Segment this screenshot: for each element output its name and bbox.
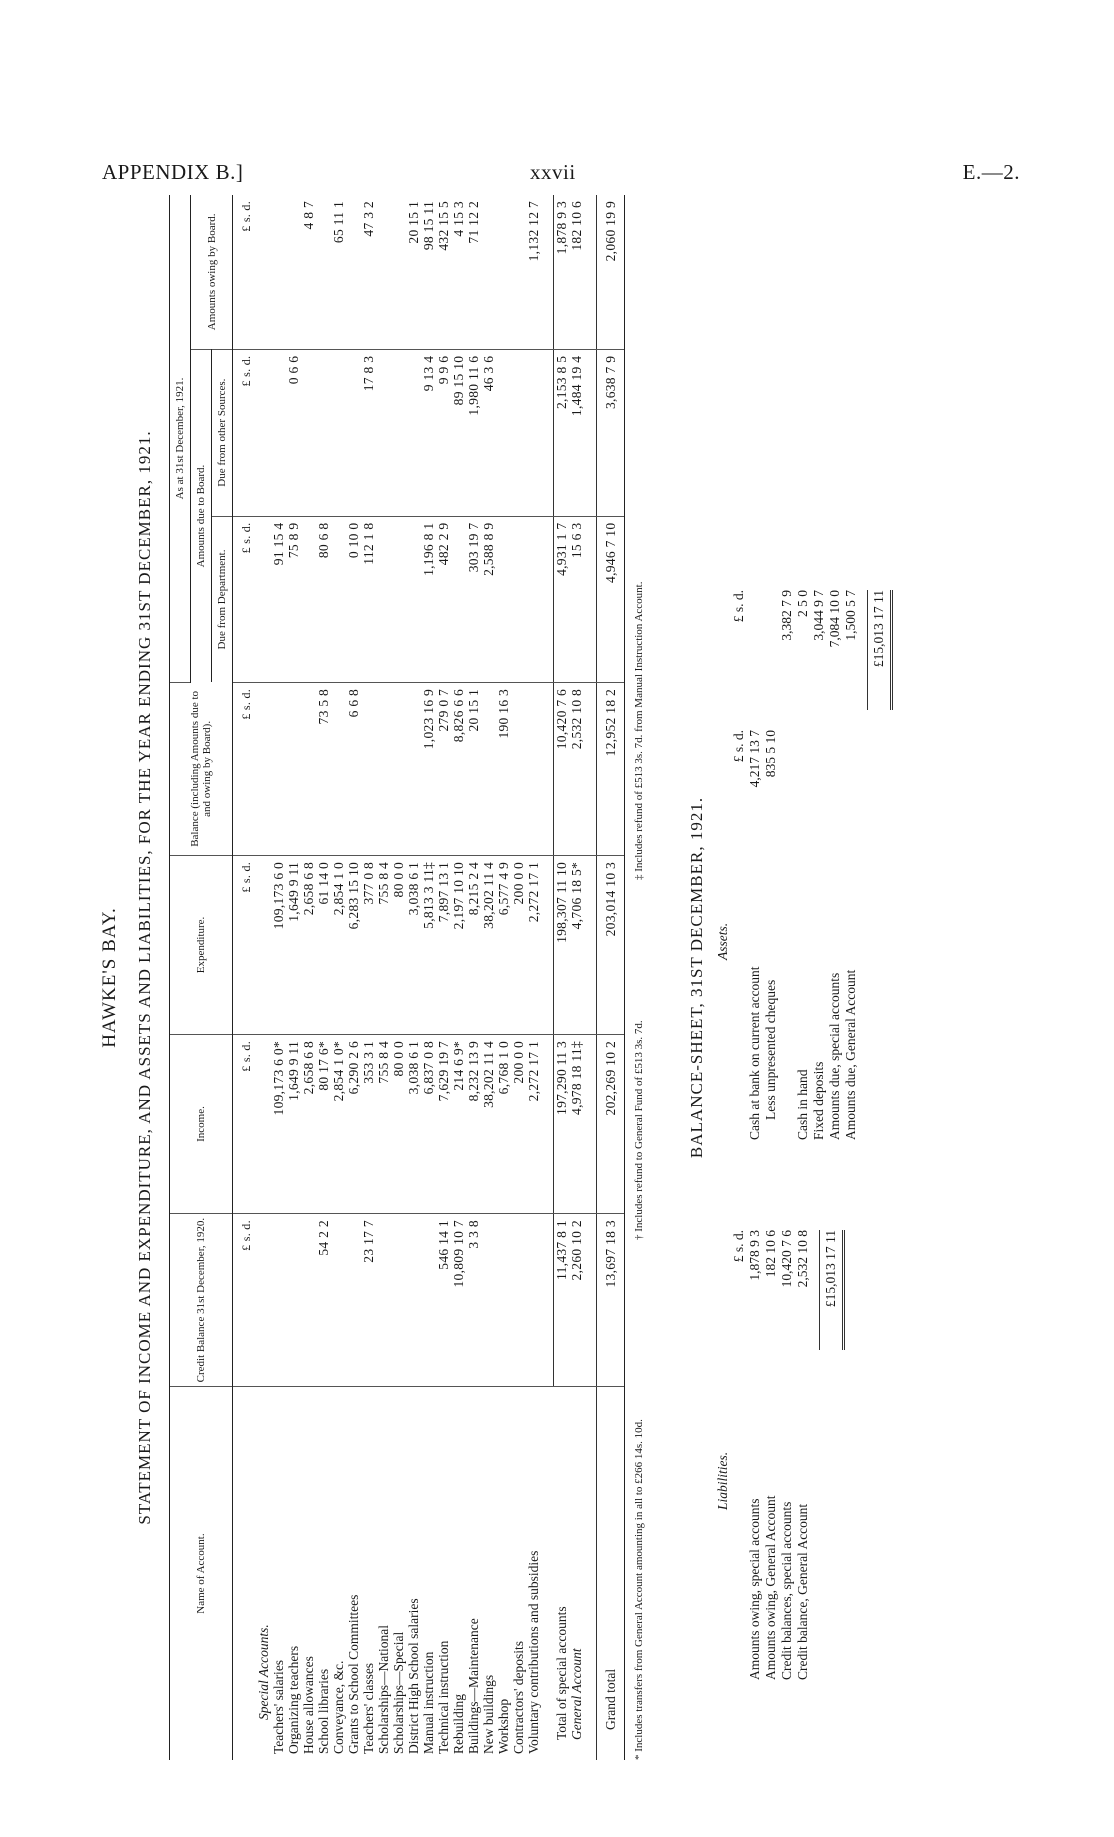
owing-cell: 1,132 12 7 bbox=[526, 195, 541, 349]
credit-cell bbox=[346, 1214, 361, 1387]
owing-cell bbox=[376, 195, 391, 349]
due-dept-cell bbox=[301, 516, 316, 682]
balance-cell: 279 0 7 bbox=[436, 682, 451, 855]
credit-cell: 54 2 2 bbox=[316, 1214, 331, 1387]
expenditure-cell: 198,307 11 10 bbox=[554, 855, 570, 1034]
total-row bbox=[554, 195, 570, 1760]
liability-label: Credit balances, special accounts bbox=[779, 1501, 794, 1680]
balance-cell bbox=[481, 682, 496, 855]
asset-label: Less unpresented cheques bbox=[763, 979, 778, 1120]
table-row bbox=[406, 195, 421, 1760]
balance-cell: 1,023 16 9 bbox=[421, 682, 436, 855]
due-other-cell: 89 15 10 bbox=[451, 349, 466, 516]
asset-label: Cash at bank on current account bbox=[747, 966, 762, 1140]
table-row bbox=[316, 195, 331, 1760]
expenditure-cell: 755 8 4 bbox=[376, 855, 391, 1034]
income-cell: 2,658 6 8 bbox=[301, 1034, 316, 1213]
table-row bbox=[301, 195, 316, 1760]
liabilities-heading: Liabilities. bbox=[715, 1451, 730, 1510]
due-other-cell bbox=[391, 349, 406, 516]
owing-cell bbox=[496, 195, 511, 349]
income-cell: 202,269 10 2 bbox=[597, 1034, 625, 1213]
credit-cell bbox=[286, 1214, 301, 1387]
account-name: Workshop bbox=[496, 1698, 511, 1754]
due-dept-cell: 0 10 0 bbox=[346, 516, 361, 682]
due-dept-cell: 4,931 1 7 bbox=[554, 516, 570, 682]
balance-cell bbox=[511, 682, 526, 855]
units-label: £ s. d. bbox=[233, 516, 255, 682]
income-cell: 197,290 11 3 bbox=[554, 1034, 570, 1213]
asset-value: 2 5 0 bbox=[795, 590, 810, 617]
owing-cell: 47 3 2 bbox=[361, 195, 376, 349]
account-name: Organizing teachers bbox=[286, 1645, 301, 1754]
owing-cell: 71 12 2 bbox=[466, 195, 481, 349]
expenditure-cell: 8,215 2 4 bbox=[466, 855, 481, 1034]
table-row bbox=[526, 195, 541, 1760]
due-other-cell bbox=[271, 349, 286, 516]
assets-column bbox=[715, 580, 893, 1140]
due-dept-cell bbox=[406, 516, 421, 682]
balance-cell bbox=[526, 682, 541, 855]
owing-cell: 182 10 6 bbox=[569, 195, 584, 349]
special-accounts-heading-row bbox=[254, 195, 271, 1760]
units-label: £ s. d. bbox=[233, 682, 255, 855]
balance-cell: 20 15 1 bbox=[466, 682, 481, 855]
account-name: District High School salaries bbox=[406, 1598, 421, 1754]
expenditure-cell: 200 0 0 bbox=[511, 855, 526, 1034]
owing-cell bbox=[511, 195, 526, 349]
col-name: Name of Account. bbox=[170, 1387, 233, 1760]
due-dept-cell bbox=[451, 516, 466, 682]
balance-cell bbox=[271, 682, 286, 855]
rotated-page bbox=[95, 195, 995, 1760]
liability-label: Amounts owing, General Account bbox=[763, 1495, 778, 1680]
col-income: Income. bbox=[170, 1034, 233, 1213]
due-other-cell bbox=[331, 349, 346, 516]
expenditure-cell: 2,272 17 1 bbox=[526, 855, 541, 1034]
col-owing: Amounts owing by Board. bbox=[191, 195, 233, 349]
asset-inner-value: 835 5 10 bbox=[763, 730, 778, 778]
asset-row bbox=[843, 580, 859, 1140]
page-title: HAWKE'S BAY. bbox=[99, 907, 120, 1048]
income-cell: 200 0 0 bbox=[511, 1034, 526, 1213]
income-cell: 353 3 1 bbox=[361, 1034, 376, 1213]
expenditure-cell: 61 14 0 bbox=[316, 855, 331, 1034]
owing-cell bbox=[346, 195, 361, 349]
expenditure-cell: 109,173 6 0 bbox=[271, 855, 286, 1034]
balance-cell: 2,532 10 8 bbox=[569, 682, 584, 855]
balance-sheet bbox=[715, 195, 975, 1760]
credit-cell bbox=[271, 1214, 286, 1387]
credit-cell: 13,697 18 3 bbox=[597, 1214, 625, 1387]
income-cell: 6,768 1 0 bbox=[496, 1034, 511, 1213]
account-name: Scholarships—National bbox=[376, 1625, 391, 1754]
due-dept-cell: 4,946 7 10 bbox=[597, 516, 625, 682]
credit-cell bbox=[301, 1214, 316, 1387]
income-cell: 755 8 4 bbox=[376, 1034, 391, 1213]
expenditure-cell: 6,577 4 9 bbox=[496, 855, 511, 1034]
page-number: xxvii bbox=[530, 160, 576, 184]
due-dept-cell bbox=[376, 516, 391, 682]
units-label: £ s. d. bbox=[233, 349, 255, 516]
due-dept-cell: 482 2 9 bbox=[436, 516, 451, 682]
balance-cell bbox=[391, 682, 406, 855]
due-other-cell: 0 6 6 bbox=[286, 349, 301, 516]
footnote-dagger: † Includes refund to General Fund of £513 3s. 7d. bbox=[633, 1020, 645, 1240]
credit-cell bbox=[481, 1214, 496, 1387]
due-dept-cell bbox=[391, 516, 406, 682]
account-name: General Account bbox=[569, 1648, 584, 1740]
expenditure-cell: 5,813 3 11‡ bbox=[421, 855, 436, 1034]
income-cell: 109,173 6 0* bbox=[271, 1034, 286, 1213]
table-row bbox=[466, 195, 481, 1760]
owing-cell: 65 11 1 bbox=[331, 195, 346, 349]
owing-cell: 432 15 5 bbox=[436, 195, 451, 349]
liability-row bbox=[779, 1200, 795, 1680]
table-row bbox=[346, 195, 361, 1760]
expenditure-cell: 2,197 10 10 bbox=[451, 855, 466, 1034]
table-row bbox=[421, 195, 436, 1760]
due-other-cell: 1,980 11 6 bbox=[466, 349, 481, 516]
asset-label: Fixed deposits bbox=[811, 1061, 826, 1140]
asset-inner-value: 4,217 13 7 bbox=[747, 730, 762, 788]
due-dept-cell: 80 6 8 bbox=[316, 516, 331, 682]
account-name: Teachers' salaries bbox=[271, 1659, 286, 1754]
table-row bbox=[451, 195, 466, 1760]
due-dept-cell bbox=[496, 516, 511, 682]
due-other-cell: 46 3 6 bbox=[481, 349, 496, 516]
liability-row bbox=[763, 1200, 779, 1680]
assets-total: £15,013 17 11 bbox=[867, 590, 893, 710]
units-label: £ s. d. bbox=[233, 1214, 255, 1387]
table-row bbox=[391, 195, 406, 1760]
table-row bbox=[376, 195, 391, 1760]
liability-row bbox=[795, 1200, 811, 1680]
expenditure-cell: 4,706 18 5* bbox=[569, 855, 584, 1034]
income-cell: 2,272 17 1 bbox=[526, 1034, 541, 1213]
liability-value: 10,420 7 6 bbox=[779, 1230, 794, 1288]
due-other-cell bbox=[346, 349, 361, 516]
income-cell: 80 0 0 bbox=[391, 1034, 406, 1213]
table-row bbox=[436, 195, 451, 1760]
credit-cell: 11,437 8 1 bbox=[554, 1214, 570, 1387]
income-cell: 80 17 6* bbox=[316, 1034, 331, 1213]
asset-row bbox=[747, 580, 763, 1140]
owing-cell: 2,060 19 9 bbox=[597, 195, 625, 349]
balance-cell: 190 16 3 bbox=[496, 682, 511, 855]
units-label: £ s. d. bbox=[233, 195, 255, 349]
col-credit: Credit Balance 31st December, 1920. bbox=[170, 1214, 233, 1387]
units-row bbox=[233, 195, 255, 1760]
due-other-cell: 1,484 19 4 bbox=[569, 349, 584, 516]
owing-cell bbox=[391, 195, 406, 349]
balance-cell: 8,826 6 6 bbox=[451, 682, 466, 855]
spacer-row bbox=[541, 195, 554, 1760]
expenditure-cell: 38,202 11 4 bbox=[481, 855, 496, 1034]
income-cell: 1,649 9 11 bbox=[286, 1034, 301, 1213]
due-other-cell bbox=[376, 349, 391, 516]
due-other-cell: 9 13 4 bbox=[421, 349, 436, 516]
col-amounts-due: Amounts due to Board. bbox=[191, 349, 212, 682]
balance-cell: 73 5 8 bbox=[316, 682, 331, 855]
owing-cell: 98 15 11 bbox=[421, 195, 436, 349]
due-other-cell bbox=[301, 349, 316, 516]
balance-cell bbox=[286, 682, 301, 855]
special-accounts-heading: Special Accounts. bbox=[256, 1624, 271, 1720]
credit-cell: 546 14 1 bbox=[436, 1214, 451, 1387]
owing-cell: 4 8 7 bbox=[301, 195, 316, 349]
due-other-cell: 3,638 7 9 bbox=[597, 349, 625, 516]
liability-value: 2,532 10 8 bbox=[795, 1230, 810, 1288]
due-dept-cell: 75 8 9 bbox=[286, 516, 301, 682]
asset-row bbox=[779, 580, 795, 1140]
account-name: New buildings bbox=[481, 1674, 496, 1754]
income-cell: 7,629 19 7 bbox=[436, 1034, 451, 1213]
units-label: £ s. d. bbox=[233, 1034, 255, 1213]
income-cell: 6,290 2 6 bbox=[346, 1034, 361, 1213]
col-due-other: Due from other Sources. bbox=[212, 349, 233, 516]
owing-cell: 4 15 3 bbox=[451, 195, 466, 349]
due-dept-cell: 91 15 4 bbox=[271, 516, 286, 682]
table-row bbox=[286, 195, 301, 1760]
spacer-row bbox=[584, 195, 597, 1760]
due-dept-cell bbox=[331, 516, 346, 682]
credit-cell bbox=[391, 1214, 406, 1387]
liabilities-total: £15,013 17 11 bbox=[819, 1230, 845, 1350]
asset-value: 7,084 10 0 bbox=[827, 590, 842, 648]
due-other-cell bbox=[316, 349, 331, 516]
account-name: School libraries bbox=[316, 1668, 331, 1754]
due-other-cell: 9 9 6 bbox=[436, 349, 451, 516]
asset-label: Cash in hand bbox=[795, 1069, 810, 1140]
expenditure-cell: 3,038 6 1 bbox=[406, 855, 421, 1034]
asset-value: 3,044 9 7 bbox=[811, 590, 826, 641]
total-row bbox=[569, 195, 584, 1760]
income-cell: 214 6 9* bbox=[451, 1034, 466, 1213]
table-row bbox=[481, 195, 496, 1760]
asset-value: 1,500 5 7 bbox=[843, 590, 858, 641]
owing-cell: 1,878 9 3 bbox=[554, 195, 570, 349]
expenditure-cell: 1,649 9 11 bbox=[286, 855, 301, 1034]
balance-cell bbox=[331, 682, 346, 855]
col-due-dept: Due from Department. bbox=[212, 516, 233, 682]
credit-cell bbox=[496, 1214, 511, 1387]
balance-cell bbox=[406, 682, 421, 855]
liability-row bbox=[747, 1200, 763, 1680]
account-name: Voluntary contributions and subsidies bbox=[526, 1550, 541, 1754]
table-row bbox=[361, 195, 376, 1760]
credit-cell bbox=[421, 1214, 436, 1387]
asset-row bbox=[795, 580, 811, 1140]
liability-label: Amounts owing, special accounts bbox=[747, 1498, 762, 1680]
grand-total-row bbox=[597, 195, 625, 1760]
due-other-cell: 2,153 8 5 bbox=[554, 349, 570, 516]
owing-cell bbox=[286, 195, 301, 349]
due-dept-cell: 1,196 8 1 bbox=[421, 516, 436, 682]
account-name: Contractors' deposits bbox=[511, 1640, 526, 1754]
table-row bbox=[331, 195, 346, 1760]
due-other-cell bbox=[406, 349, 421, 516]
due-other-cell bbox=[526, 349, 541, 516]
credit-cell bbox=[406, 1214, 421, 1387]
asset-label: Amounts due, special accounts bbox=[827, 972, 842, 1140]
account-name: Grand total bbox=[597, 1387, 625, 1760]
owing-cell: 20 15 1 bbox=[406, 195, 421, 349]
expenditure-cell: 377 0 8 bbox=[361, 855, 376, 1034]
income-cell: 38,202 11 4 bbox=[481, 1034, 496, 1213]
liability-value: 1,878 9 3 bbox=[747, 1230, 762, 1281]
balance-cell bbox=[361, 682, 376, 855]
income-cell: 3,038 6 1 bbox=[406, 1034, 421, 1213]
credit-cell: 23 17 7 bbox=[361, 1214, 376, 1387]
balance-cell bbox=[301, 682, 316, 855]
statement-title: STATEMENT OF INCOME AND EXPENDITURE, AND ASSETS AND LIABILITIES, FOR THE YEAR ENDING 31ST DECEMBER, 1921. bbox=[135, 430, 154, 1525]
balance-cell: 12,952 18 2 bbox=[597, 682, 625, 855]
expenditure-cell: 203,014 10 3 bbox=[597, 855, 625, 1034]
account-name: Total of special accounts bbox=[553, 1606, 569, 1740]
account-name: Manual instruction bbox=[421, 1651, 436, 1754]
due-dept-cell: 15 6 3 bbox=[569, 516, 584, 682]
credit-cell bbox=[376, 1214, 391, 1387]
credit-cell: 2,260 10 2 bbox=[569, 1214, 584, 1387]
account-name: Technical instruction bbox=[436, 1640, 451, 1754]
account-name: Scholarships—Special bbox=[391, 1631, 406, 1754]
income-cell: 2,854 1 0* bbox=[331, 1034, 346, 1213]
footnotes bbox=[633, 195, 651, 1760]
account-name: Conveyance, &c. bbox=[331, 1660, 346, 1754]
balance-cell: 10,420 7 6 bbox=[554, 682, 570, 855]
owing-cell bbox=[481, 195, 496, 349]
due-dept-cell: 2,588 8 9 bbox=[481, 516, 496, 682]
credit-cell: 3 3 8 bbox=[466, 1214, 481, 1387]
liability-value: 182 10 6 bbox=[763, 1230, 778, 1278]
assets-units: £ s. d. bbox=[731, 590, 746, 623]
account-name: Rebuilding bbox=[451, 1694, 466, 1754]
col-as-at: As at 31st December, 1921. bbox=[170, 195, 191, 682]
liabilities-column bbox=[715, 1200, 845, 1680]
due-other-cell: 17 8 3 bbox=[361, 349, 376, 516]
asset-row bbox=[827, 580, 843, 1140]
expenditure-cell: 2,854 1 0 bbox=[331, 855, 346, 1034]
due-other-cell bbox=[496, 349, 511, 516]
income-cell: 6,837 0 8 bbox=[421, 1034, 436, 1213]
balance-cell: 6 6 8 bbox=[346, 682, 361, 855]
credit-cell bbox=[526, 1214, 541, 1387]
liability-label: Credit balance, General Account bbox=[795, 1503, 810, 1680]
account-name: Grants to School Committees bbox=[346, 1594, 361, 1754]
footnote-star: * Includes transfers from General Account amounting in all to £266 14s. 10d. bbox=[633, 1419, 645, 1760]
document-code: E.—2. bbox=[962, 160, 1020, 184]
assets-heading: Assets. bbox=[715, 922, 730, 960]
account-name: House allowances bbox=[301, 1656, 316, 1754]
account-name: Buildings—Maintenance bbox=[466, 1618, 481, 1754]
table-row bbox=[271, 195, 286, 1760]
credit-cell: 10,809 10 7 bbox=[451, 1214, 466, 1387]
expenditure-cell: 80 0 0 bbox=[391, 855, 406, 1034]
owing-cell bbox=[271, 195, 286, 349]
income-cell: 4,978 18 11‡ bbox=[569, 1034, 584, 1213]
footnote-ddagger: ‡ Includes refund of £513 3s. 7d. from Manual Instruction Account. bbox=[633, 581, 645, 880]
table-row bbox=[496, 195, 511, 1760]
assets-units-inner: £ s. d. bbox=[731, 730, 746, 763]
balance-sheet-title: BALANCE-SHEET, 31ST DECEMBER, 1921. bbox=[687, 796, 706, 1159]
appendix-label: APPENDIX B.] bbox=[102, 160, 244, 184]
credit-cell bbox=[511, 1214, 526, 1387]
credit-cell bbox=[331, 1214, 346, 1387]
expenditure-cell: 7,897 13 1 bbox=[436, 855, 451, 1034]
account-name: Teachers' classes bbox=[361, 1662, 376, 1754]
due-dept-cell: 303 19 7 bbox=[466, 516, 481, 682]
liabilities-units: £ s. d. bbox=[731, 1230, 746, 1263]
income-cell: 8,232 13 9 bbox=[466, 1034, 481, 1213]
owing-cell bbox=[316, 195, 331, 349]
col-expenditure: Expenditure. bbox=[170, 855, 233, 1034]
asset-value: 3,382 7 9 bbox=[779, 590, 794, 641]
units-label: £ s. d. bbox=[233, 855, 255, 1034]
asset-row bbox=[811, 580, 827, 1140]
statement-table bbox=[169, 195, 625, 1760]
asset-row bbox=[763, 580, 779, 1140]
due-dept-cell: 112 1 8 bbox=[361, 516, 376, 682]
balance-cell bbox=[376, 682, 391, 855]
table-row bbox=[511, 195, 526, 1760]
expenditure-cell: 6,283 15 10 bbox=[346, 855, 361, 1034]
expenditure-cell: 2,658 6 8 bbox=[301, 855, 316, 1034]
asset-label: Amounts due, General Account bbox=[843, 969, 858, 1140]
due-other-cell bbox=[511, 349, 526, 516]
col-balance: Balance (including Amounts due to and owing by Board). bbox=[170, 682, 233, 855]
due-dept-cell bbox=[526, 516, 541, 682]
due-dept-cell bbox=[511, 516, 526, 682]
